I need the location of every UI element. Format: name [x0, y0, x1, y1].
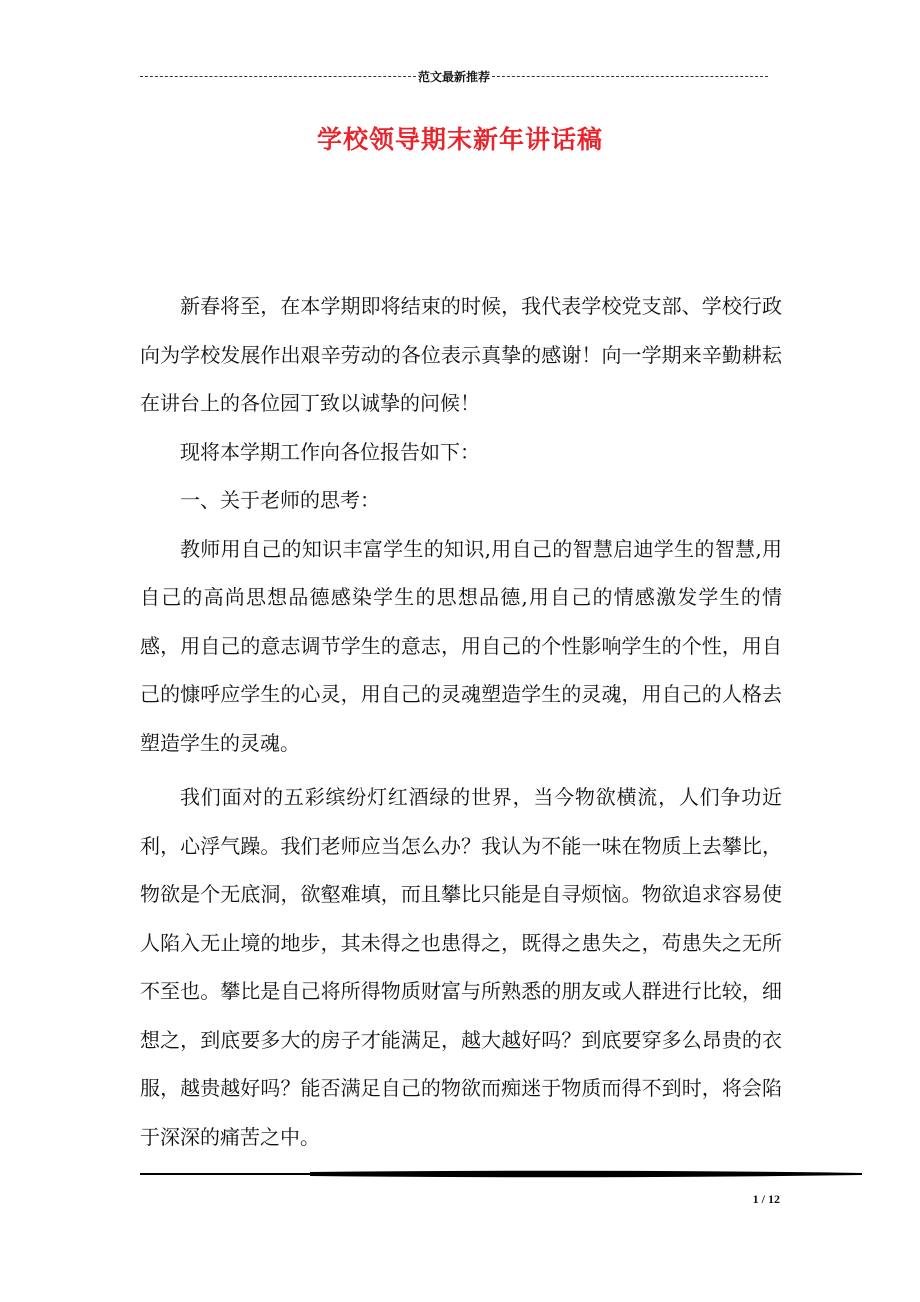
- paragraph-teacher-role: 教师用自己的知识丰富学生的知识,用自己的智慧启迪学生的智慧,用自己的高尚思想品德感染学生的思想品德,用自己的情感激发学生的情感，用自己的意志调节学生的意志，用自己的个性影响学生的个性，用自己的慷呼应学生的心灵，用自己的灵魂塑造学生的灵魂，用自己的人格去塑造学生的灵魂。: [140, 536, 782, 755]
- section-heading-teachers: 一、关于老师的思考：: [180, 488, 380, 512]
- document-body: [140, 282, 782, 1161]
- document-title: 学校领导期末新年讲话稿: [316, 125, 603, 154]
- header-dash-left: [140, 76, 416, 77]
- footer-divider: [140, 1168, 862, 1180]
- paragraph-materialism: 我们面对的五彩缤纷灯红酒绿的世界，当今物欲横流，人们争功近利，心浮气躁。我们老师应当怎么办？我认为不能一味在物质上去攀比，物欲是个无底洞，欲壑难填，而且攀比只能是自寻烦恼。物欲追求容易使人陷入无止境的地步，其未得之也患得之，既得之患失之，苟患失之无所不至也。攀比是自己将所得物质财富与所熟悉的朋友或人群进行比较，细想之，到底要多大的房子才能满足，越大越好吗？到底要穿多么昂贵的衣服，越贵越好吗？能否满足自己的物欲而痴迷于物质而得不到时，将会陷于深深的痛苦之中。: [140, 785, 782, 1149]
- paragraph-greeting: 新春将至，在本学期即将结束的时候，我代表学校党支部、学校行政向为学校发展作出艰辛劳动的各位表示真挚的感谢！向一学期来辛勤耕耘在讲台上的各位园丁致以诚挚的问候！: [140, 294, 782, 415]
- page-number: 1 / 12: [752, 1192, 780, 1206]
- header-label: 范文最新推荐: [418, 69, 491, 84]
- header-dash-right: [492, 76, 768, 77]
- page-header: [140, 68, 768, 84]
- paragraph-report-intro: 现将本学期工作向各位报告如下：: [180, 439, 480, 464]
